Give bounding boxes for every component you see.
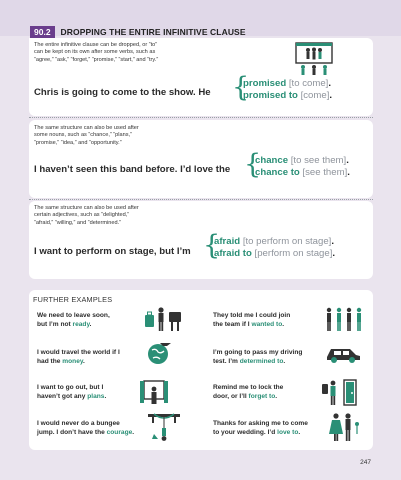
example-item: They told me I could join the team if I wanted to. — [213, 312, 291, 328]
wedding-couple-icon — [326, 412, 362, 442]
example-item: I’m going to pass my driving test. I’m determined to. — [213, 349, 303, 365]
person-at-window-icon — [136, 380, 172, 406]
example-sentence: I haven’t seen this band before. I’d love the — [34, 164, 231, 175]
person-with-luggage-icon — [143, 306, 183, 332]
option-list: chance [to see them]. chance to [see them]. — [255, 155, 350, 178]
bungee-jumper-icon — [146, 412, 182, 442]
example-item: I want to go out, but I haven’t got any plans. — [37, 384, 107, 400]
example-item: We need to leave soon, but I’m not ready. — [37, 312, 110, 328]
example-sentence: Chris is going to come to the show. He — [34, 87, 211, 98]
example-sentence: I want to perform on stage, but I’m — [34, 246, 191, 257]
brace: { — [244, 149, 262, 180]
globe-airplane-icon — [143, 340, 173, 366]
stage-performers-icon — [294, 42, 334, 76]
rule-note: The same structure can also be used after some nouns, such as “chance,” “plans,” “promise,” “idea,” and “opportunity.” — [34, 125, 139, 146]
brace: { — [232, 72, 250, 103]
example-item: Thanks for asking me to come to your wedding. I’d love to. — [213, 420, 308, 436]
option-list: promised [to come]. promised to [come]. — [243, 78, 333, 101]
rule-note: The same structure can also be used after certain adjectives, such as “delighted,” “afraid,” “willing,” and “determined.” — [34, 205, 139, 226]
brace: { — [203, 230, 221, 261]
person-leaving-door-icon — [318, 378, 358, 406]
example-item: Remind me to lock the door, or I’ll forget to. — [213, 384, 284, 400]
section-header — [30, 26, 246, 38]
example-item: I would never do a bungee jump. I don’t have the courage. — [37, 420, 135, 436]
option-list: afraid [to perform on stage]. afraid to [perform on stage]. — [214, 236, 336, 259]
team-players-icon — [324, 306, 364, 332]
section-number: 90.2 — [30, 26, 55, 38]
divider — [29, 199, 373, 200]
further-examples-title: FURTHER EXAMPLES — [33, 295, 113, 304]
car-driver-icon — [324, 344, 362, 364]
page-number: 247 — [360, 459, 371, 466]
section-title: DROPPING THE ENTIRE INFINITIVE CLAUSE — [60, 27, 246, 37]
rule-note: The entire infinitive clause can be dropped, or “to” can be kept on its own after some verbs, such as “agree,” “ask,” “forget,” “promise,” “start,” and “try.” — [34, 42, 159, 63]
example-item: I would travel the world if I had the money. — [37, 349, 120, 365]
divider — [29, 117, 373, 118]
